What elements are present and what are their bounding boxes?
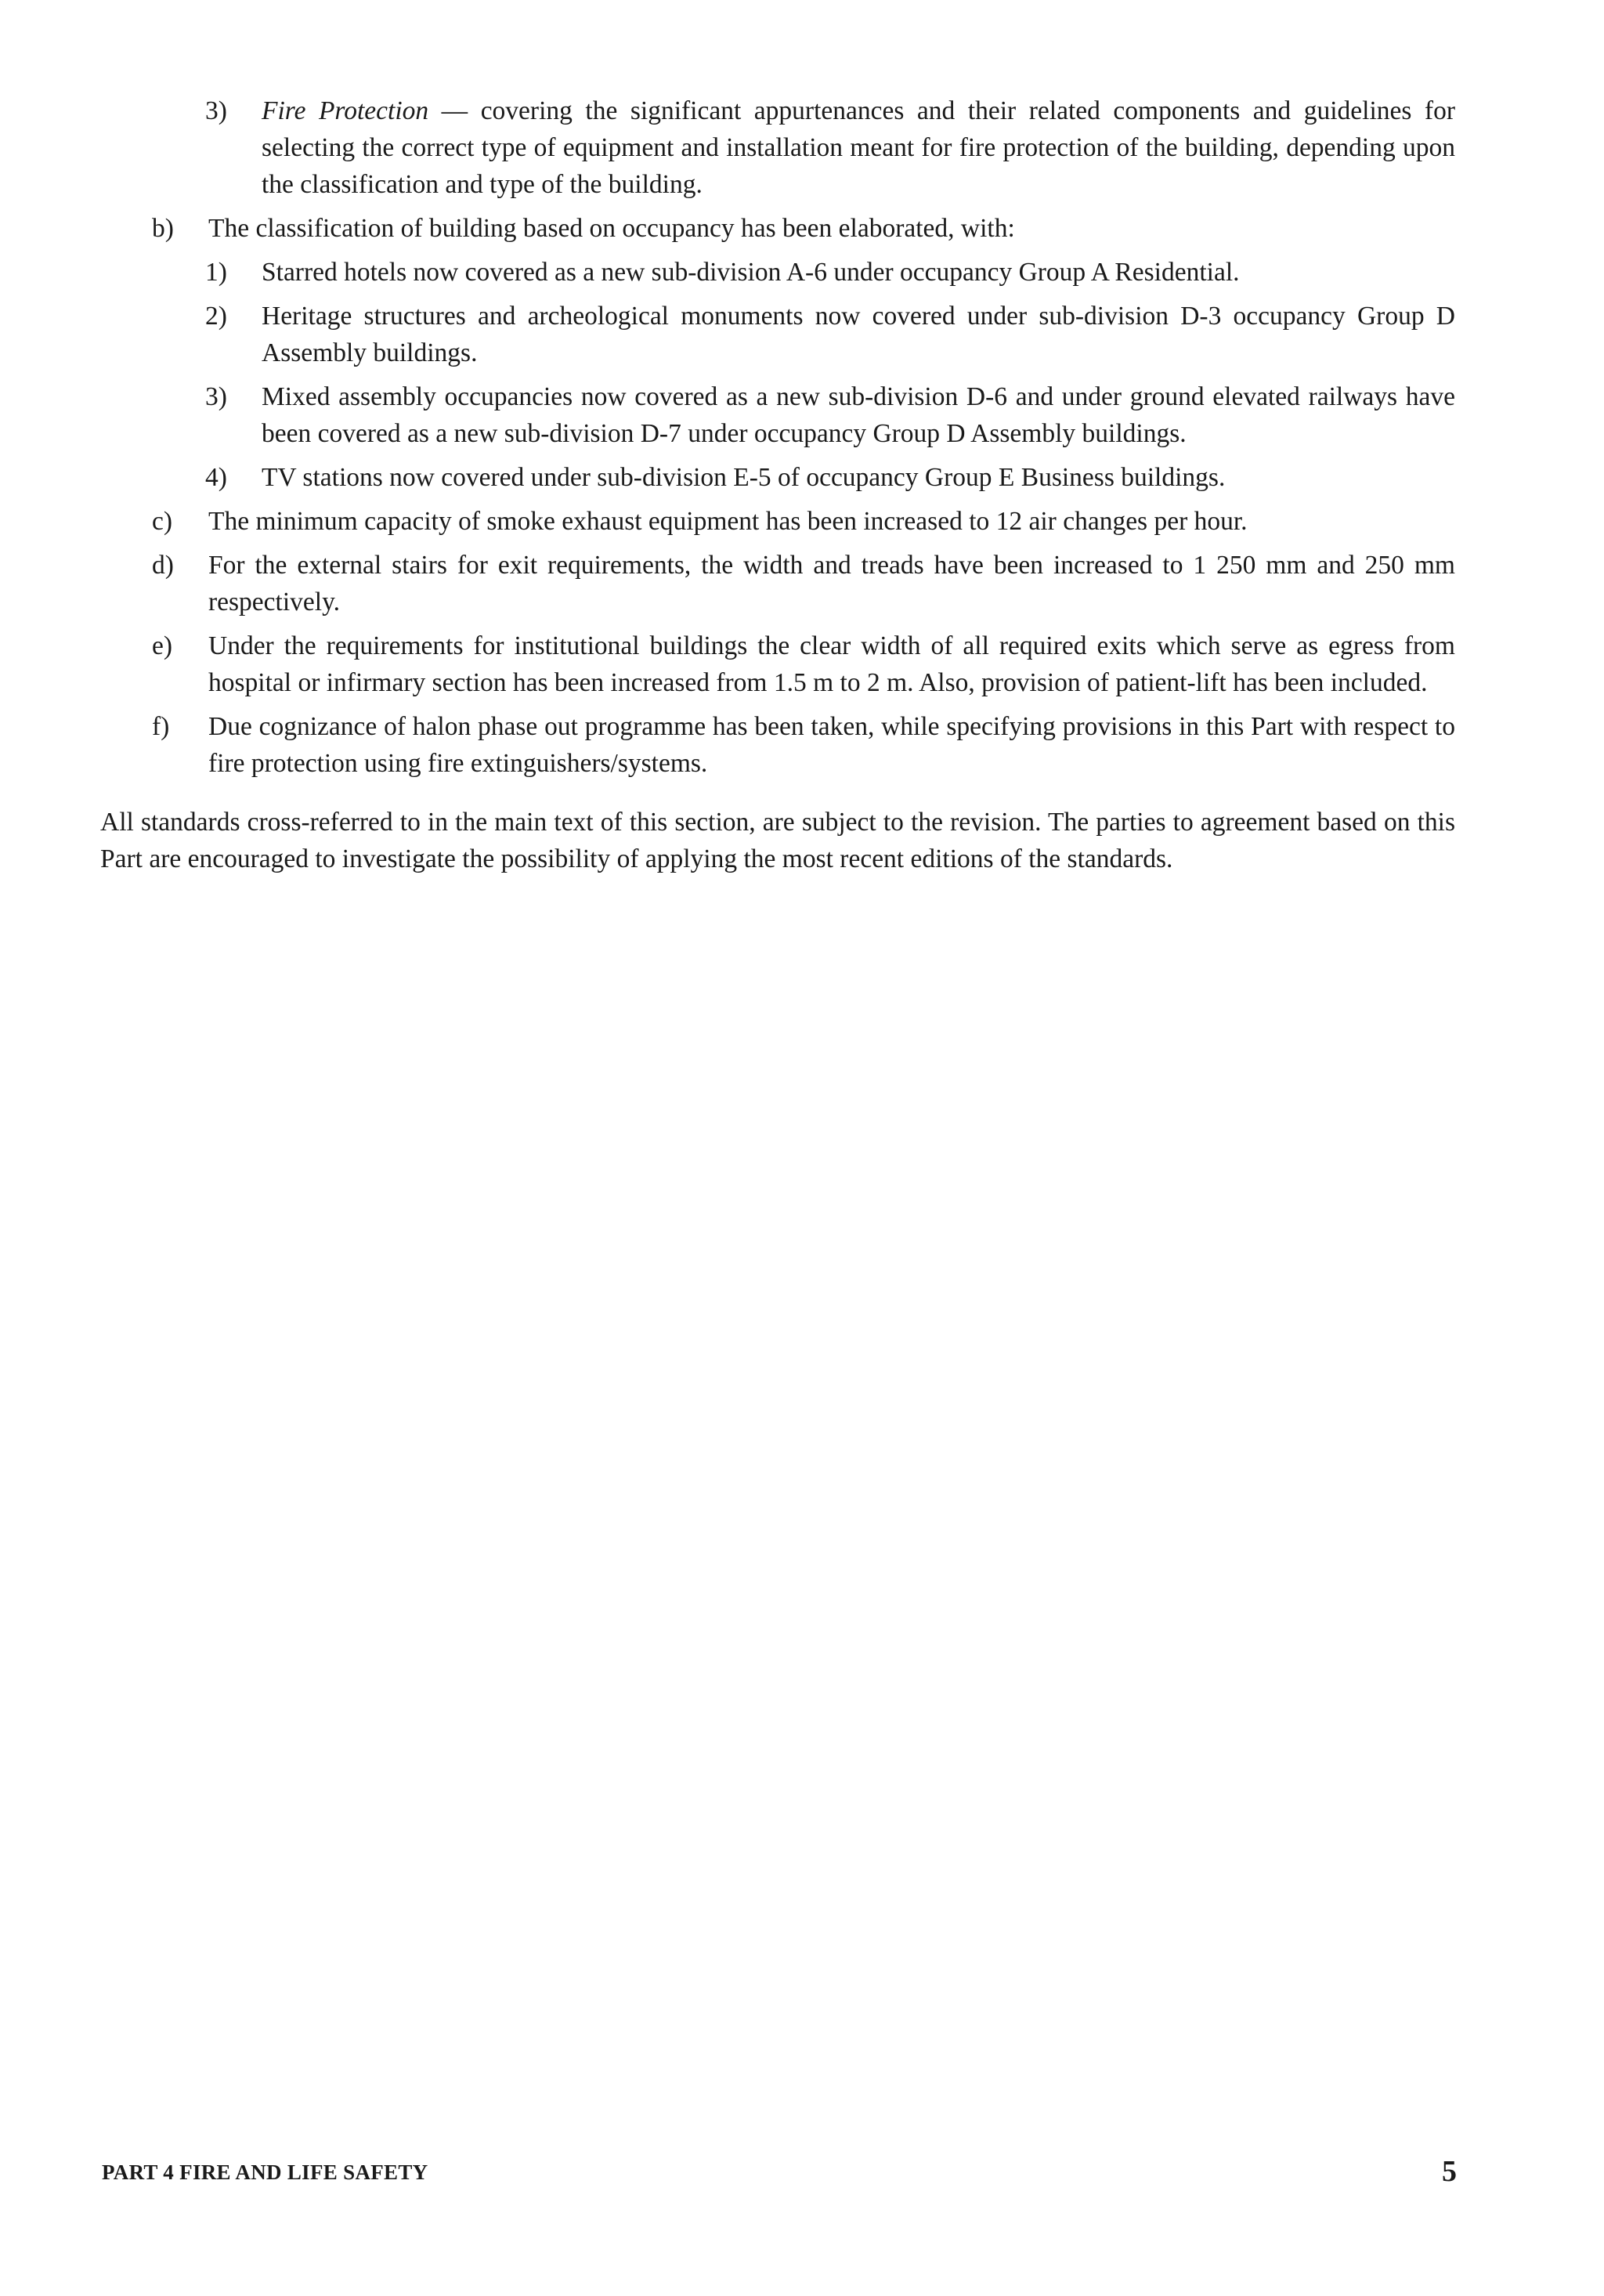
item-text: Due cognizance of halon phase out programme has been taken, while specifying provisions in this Part with respect to fire protection using fire extinguishers/systems.: [208, 712, 1455, 778]
item-text: Under the requirements for institutional buildings the clear width of all required exits which serve as egress from hospital or infirmary section has been increased from 1.5 m to 2 m. Also, provision of patient-lift has been included.: [208, 631, 1455, 697]
list-marker: d): [152, 551, 174, 580]
list-marker: f): [152, 712, 170, 741]
list-marker: e): [152, 631, 173, 660]
item-text: — covering the significant appurtenances and their related components and guidelines for selecting the correct type of equipment and installation meant for fire protection of the building, depending upon the classification and type of the building.: [262, 96, 1455, 199]
document-body: [100, 92, 1455, 904]
list-item-f: [100, 708, 1455, 782]
list-marker: 3): [205, 96, 227, 125]
item-text: Starred hotels now covered as a new sub-division A-6 under occupancy Group A Residential.: [262, 258, 1240, 287]
list-item-d: [100, 547, 1455, 620]
list-item-b-3: [100, 378, 1455, 452]
item-text: For the external stairs for exit requirements, the width and treads have been increased to 1 250 mm and 250 mm respectively.: [208, 551, 1455, 616]
page-number: 5: [1442, 2155, 1457, 2188]
list-item-b-2: [100, 298, 1455, 371]
closing-paragraph: All standards cross-referred to in the main text of this section, are subject to the revision. The parties to agreement based on this Part are encouraged to investigate the possibility of applying the most recent editions of the standards.: [100, 808, 1455, 873]
list-item-b-4: [100, 459, 1455, 496]
item-text: The minimum capacity of smoke exhaust equipment has been increased to 12 air changes per hour.: [208, 507, 1248, 536]
list-marker: 1): [205, 258, 227, 287]
list-marker: 4): [205, 463, 227, 492]
item-text: The classification of building based on occupancy has been elaborated, with:: [208, 214, 1015, 243]
item-text: Mixed assembly occupancies now covered as a new sub-division D-6 and under ground elevated railways have been covered as a new sub-division D-7 under occupancy Group D Assembly buildings.: [262, 382, 1455, 448]
list-marker: 2): [205, 302, 227, 331]
item-text: TV stations now covered under sub-division E-5 of occupancy Group E Business buildings.: [262, 463, 1226, 492]
list-marker: c): [152, 507, 173, 536]
list-item-b-1: [100, 254, 1455, 291]
list-item-b: [100, 210, 1455, 247]
footer-section-title: PART 4 FIRE AND LIFE SAFETY: [102, 2160, 428, 2184]
list-item-a-3: [100, 92, 1455, 203]
list-marker: 3): [205, 382, 227, 411]
page-footer: [102, 2154, 1457, 2193]
item-text: Heritage structures and archeological monuments now covered under sub-division D-3 occupancy Group D Assembly buildings.: [262, 302, 1455, 367]
list-item-c: [100, 503, 1455, 540]
list-item-e: [100, 627, 1455, 701]
list-marker: b): [152, 214, 174, 243]
item-lead-term: Fire Protection: [262, 96, 429, 125]
